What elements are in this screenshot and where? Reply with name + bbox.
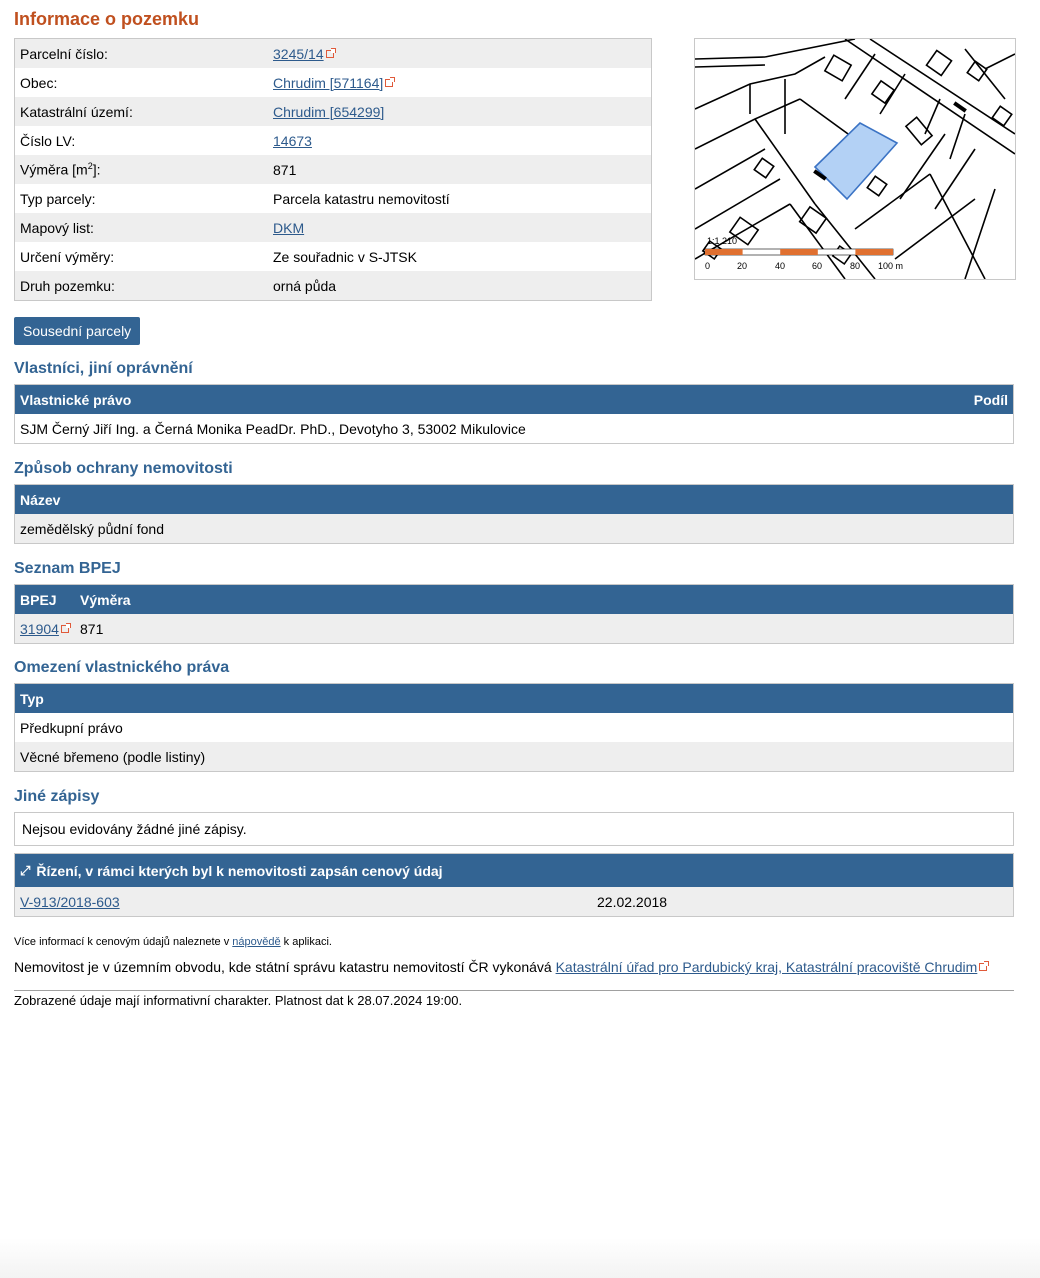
neighbor-parcels-button[interactable]: Sousední parcely (14, 317, 140, 345)
owner-row: SJM Černý Jiří Ing. a Černá Monika PeadDr. PhD., Devotyho 3, 53002 Mikulovice (15, 414, 1013, 443)
scale-tick: 40 (775, 261, 786, 271)
map-sheet-link[interactable]: DKM (273, 219, 305, 236)
external-link-icon[interactable] (61, 625, 69, 633)
label-lv-number: Číslo LV: (15, 126, 269, 155)
validity-footer: Zobrazené údaje mají informativní charakter. Platnost dat k 28.07.2024 19:00. (14, 993, 463, 1008)
proceedings-header (15, 854, 1013, 887)
bpej-code-link[interactable]: 31904 (20, 620, 59, 637)
owners-section-title: Vlastníci, jiní oprávnění (14, 360, 193, 377)
bpej-col-area: Výměra (80, 591, 131, 608)
label-parcel-type: Typ parcely: (15, 184, 269, 213)
proceeding-id-link[interactable]: V-913/2018-603 (20, 893, 120, 910)
row-area (15, 155, 652, 184)
label-area-method: Určení výměry: (15, 242, 269, 271)
cadastral-map[interactable] (694, 38, 1016, 280)
map-drawing (695, 39, 1015, 279)
land-type-value: orná půda (268, 271, 652, 301)
label-cadastral-area: Katastrální území: (15, 97, 269, 126)
label-area: Výměra $[m^2]$: (15, 155, 269, 184)
external-link-icon[interactable] (385, 79, 393, 87)
scale-tick: 60 (812, 261, 823, 271)
protection-table (14, 484, 1014, 544)
owners-col-share: Podíl (973, 391, 1008, 408)
bpej-section-title: Seznam BPEJ (14, 560, 121, 577)
restriction-row: Předkupní právo (15, 713, 1013, 742)
label-land-type: Druh pozemku: (15, 271, 269, 301)
scale-tick: 0 (705, 261, 711, 271)
proceedings-table (14, 853, 1014, 917)
label-parcel-number: Parcelní číslo: (15, 39, 269, 69)
expand-arrows-icon[interactable]: ⤢ (20, 862, 31, 878)
proceeding-date: 22.02.2018 (597, 893, 668, 910)
external-link-icon[interactable] (979, 963, 987, 971)
scale-tick: 20 (737, 261, 748, 271)
lv-number-link[interactable]: 14673 (273, 132, 312, 149)
cadastral-area-link[interactable]: Chrudim [654299] (273, 103, 385, 120)
external-link-icon[interactable] (326, 50, 334, 58)
row-map-sheet (15, 213, 652, 242)
owners-header (15, 385, 1013, 414)
row-municipality (15, 68, 652, 97)
restrictions-header: Typ (15, 684, 1013, 713)
label-map-sheet: Mapový list: (15, 213, 269, 242)
parcel-info-table (14, 38, 652, 301)
help-link[interactable]: nápovědě (232, 936, 281, 948)
scale-tick: 80 (850, 261, 861, 271)
page-title: Informace o pozemku (14, 9, 200, 29)
row-land-type (15, 271, 652, 301)
office-note: Nemovitost je v územním obvodu, kde státní správu katastru nemovitostí ČR vykonává Katastrální úřad pro Pardubický kraj, Katastrální pracoviště Chrudim (14, 959, 987, 975)
parcel-type-value: Parcela katastru nemovitostí (268, 184, 652, 213)
help-note: Více informací k cenovým údajů naleznete v nápovědě k aplikaci. (14, 936, 332, 948)
row-parcel-number (15, 39, 652, 69)
restrictions-table (14, 683, 1014, 772)
restriction-row: Věcné břemeno (podle listiny) (15, 742, 1013, 771)
area-value: 871 (268, 155, 652, 184)
row-parcel-type (15, 184, 652, 213)
other-entries-box: Nejsou evidovány žádné jiné zápisy. (14, 812, 1014, 846)
row-lv-number (15, 126, 652, 155)
area-method-value: Ze souřadnic v S-JTSK (268, 242, 652, 271)
bpej-area-value: 871 (80, 620, 104, 637)
cadastral-office-link[interactable]: Katastrální úřad pro Pardubický kraj, Katastrální pracoviště Chrudim (555, 959, 978, 975)
owners-col-right: Vlastnické právo (20, 391, 132, 408)
protection-section-title: Způsob ochrany nemovitosti (14, 460, 233, 477)
bpej-header (15, 585, 1013, 614)
proceedings-title: Řízení, v rámci kterých byl k nemovitosti zapsán cenový údaj (36, 862, 443, 879)
bottom-fade (0, 1238, 1040, 1278)
proceeding-row (15, 887, 1013, 916)
bpej-col-code: BPEJ (20, 591, 57, 608)
bpej-row (15, 614, 1013, 643)
parcel-number-link[interactable]: 3245/14 (273, 45, 324, 62)
label-municipality: Obec: (15, 68, 269, 97)
bpej-table (14, 584, 1014, 644)
scale-tick: 100 m (878, 261, 904, 271)
row-area-method (15, 242, 652, 271)
owners-table (14, 384, 1014, 444)
restrictions-section-title: Omezení vlastnického práva (14, 659, 230, 676)
protection-header: Název (15, 485, 1013, 514)
map-scale-label: 1:1 210 (707, 236, 738, 246)
municipality-link[interactable]: Chrudim [571164] (273, 74, 384, 91)
other-section-title: Jiné zápisy (14, 788, 100, 805)
protection-row: zemědělský půdní fond (15, 514, 1013, 543)
row-cadastral-area (15, 97, 652, 126)
divider (14, 990, 1014, 991)
